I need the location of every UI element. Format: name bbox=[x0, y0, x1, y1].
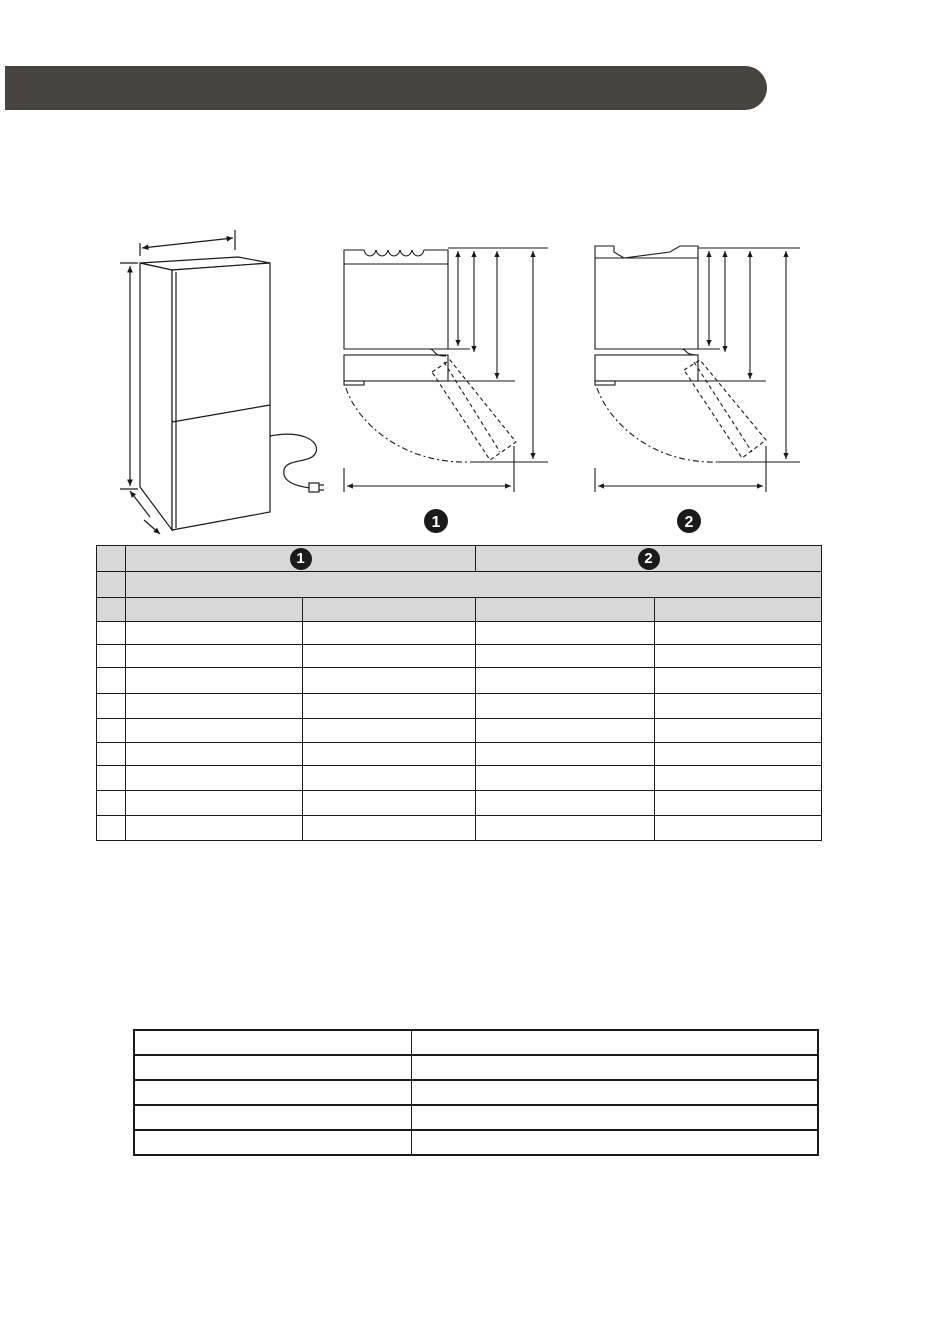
table-row bbox=[97, 816, 822, 841]
table-row bbox=[134, 1105, 818, 1130]
table-row bbox=[134, 1130, 818, 1155]
svg-text:2: 2 bbox=[684, 514, 694, 531]
column-group-1 bbox=[126, 546, 476, 572]
column-group-2 bbox=[476, 546, 822, 572]
column-badge-1: 1 bbox=[290, 548, 312, 570]
table-row bbox=[97, 743, 822, 766]
table-row bbox=[97, 622, 822, 645]
dimensions-header-row bbox=[97, 546, 822, 572]
dimensions-subheader-row bbox=[97, 572, 822, 598]
table-row bbox=[97, 694, 822, 719]
specifications-table bbox=[133, 1029, 819, 1156]
table-row bbox=[97, 645, 822, 668]
table-row bbox=[134, 1080, 818, 1105]
side-view-2 bbox=[595, 246, 800, 492]
view-badge-2 bbox=[677, 509, 701, 533]
table-row bbox=[134, 1030, 818, 1055]
refrigerator-dimension-diagram bbox=[0, 0, 950, 545]
svg-text:1: 1 bbox=[431, 514, 441, 531]
dimensions-table bbox=[96, 545, 822, 841]
view-badge-1 bbox=[424, 509, 448, 533]
table-row bbox=[97, 719, 822, 743]
dimensions-column-header-row bbox=[97, 598, 822, 622]
table-row bbox=[97, 766, 822, 791]
fridge-perspective-illustration bbox=[120, 230, 324, 534]
table-row bbox=[97, 791, 822, 816]
column-badge-2: 2 bbox=[638, 548, 660, 570]
table-row bbox=[97, 668, 822, 694]
table-row bbox=[134, 1055, 818, 1080]
side-view-1 bbox=[344, 248, 548, 492]
